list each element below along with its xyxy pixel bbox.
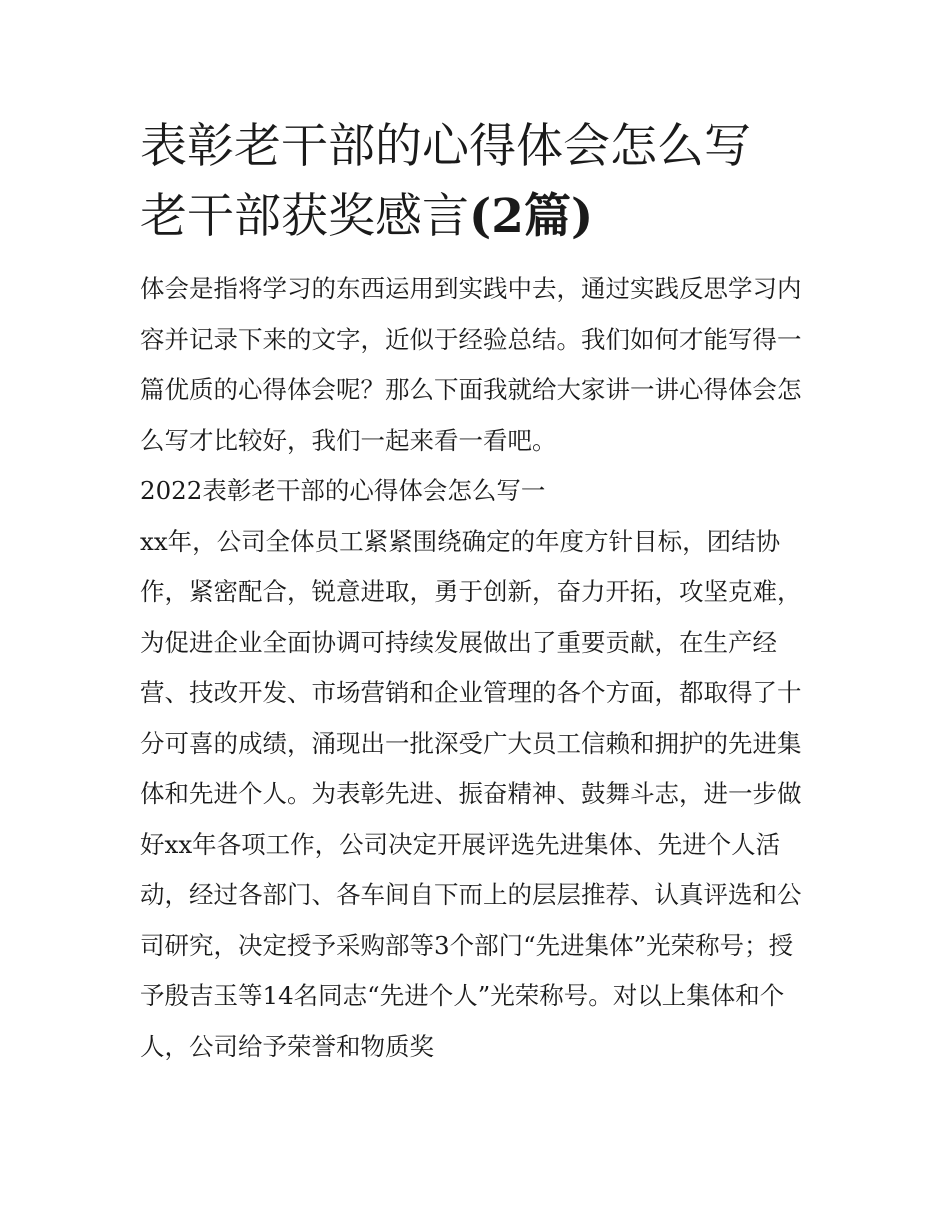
body-line: 司研究，决定授予采购部等3个部门“先进集体”光荣称号；授: [140, 930, 794, 960]
title-line-2: [140, 182, 812, 252]
document-title: [140, 112, 812, 252]
body-line: 分可喜的成绩，涌现出一批深受广大员工信赖和拥护的先进集: [140, 728, 802, 758]
section-heading-text: 2022表彰老干部的心得体会怎么写一: [140, 476, 546, 505]
title-line-2-text: 老干部获奖感言: [140, 189, 469, 244]
body-paragraph: [140, 517, 812, 1073]
title-line-1: [140, 112, 812, 182]
title-line-1-text: 表彰老干部的心得体会怎么写: [140, 119, 751, 174]
body-line: 好xx年各项工作，公司决定开展评选先进集体、先进个人活: [140, 829, 781, 859]
body-line: 为促进企业全面协调可持续发展做出了重要贡献，在生产经: [140, 627, 777, 657]
intro-paragraph: [140, 264, 812, 466]
body-line: 营、技改开发、市场营销和企业管理的各个方面，都取得了十: [140, 678, 802, 707]
body-line: 人，公司给予荣誉和物质奖: [140, 1031, 434, 1061]
body-line: 予殷吉玉等14名同志“先进个人”光荣称号。对以上集体和个: [140, 981, 785, 1010]
section-heading: [140, 466, 812, 517]
intro-line: 容并记录下来的文字，近似于经验总结。我们如何才能写得一: [140, 324, 802, 354]
title-line-2-count: (2篇): [469, 189, 594, 244]
body-line: 动，经过各部门、各车间自下而上的层层推荐、认真评选和公: [140, 880, 802, 909]
intro-line: 么写才比较好，我们一起来看一看吧。: [140, 425, 557, 455]
document-page: [140, 112, 812, 1072]
intro-line: 篇优质的心得体会呢？那么下面我就给大家讲一讲心得体会怎: [140, 375, 802, 404]
body-line: xx年，公司全体员工紧紧围绕确定的年度方针目标，团结协: [140, 526, 781, 556]
body-line: 体和先进个人。为表彰先进、振奋精神、鼓舞斗志，进一步做: [140, 779, 802, 808]
body-line: 作，紧密配合，锐意进取，勇于创新，奋力开拓，攻坚克难，: [140, 577, 802, 606]
intro-line: 体会是指将学习的东西运用到实践中去，通过实践反思学习内: [140, 274, 802, 303]
